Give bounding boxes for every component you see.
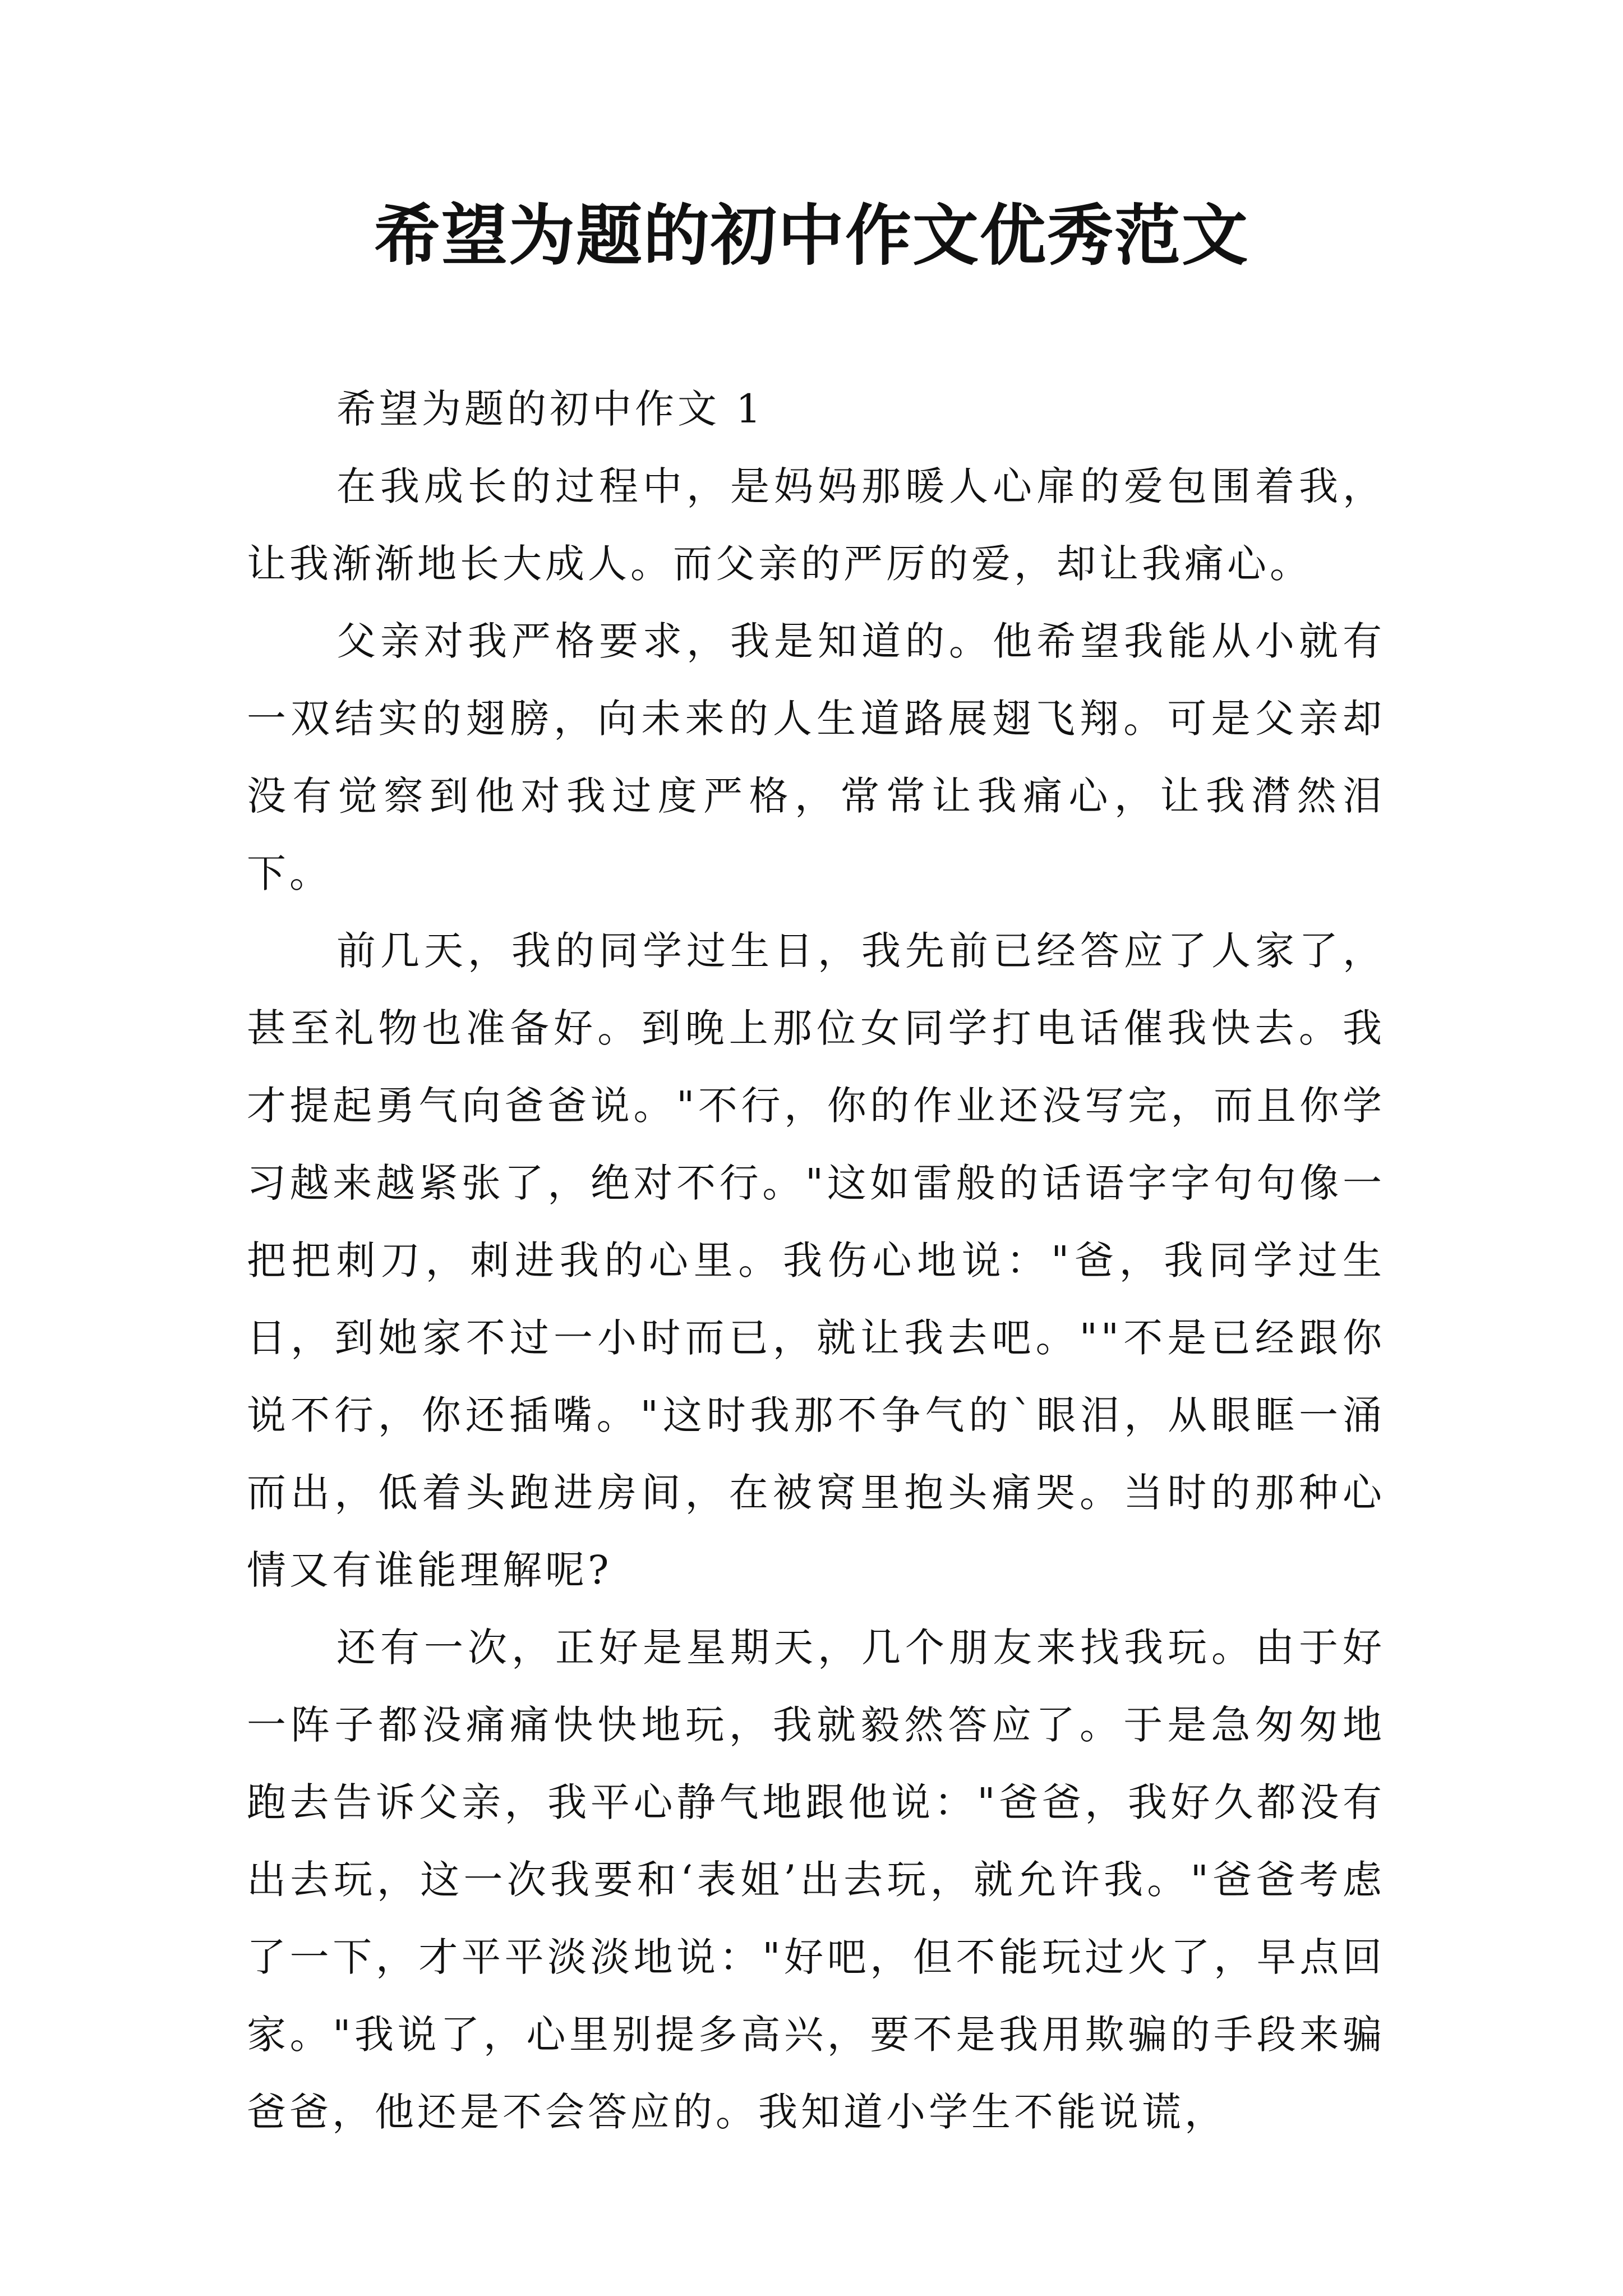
paragraph-1: 在我成长的过程中，是妈妈那暖人心扉的爱包围着我，让我渐渐地长大成人。而父亲的严厉的爱，却让我痛心。 [247, 463, 1385, 587]
section-heading: 希望为题的初中作文 1 [336, 386, 764, 432]
document-title: 希望为题的初中作文优秀范文 [374, 196, 1249, 274]
paragraph-4: 还有一次，正好是星期天，几个朋友来找我玩。由于好一阵子都没痛痛快快地玩，我就毅然答应了。于是急匆匆地跑去告诉父亲，我平心静气地跟他说："爸爸，我好久都没有出去玩，这一次我要和‘表姐’出去玩，就允许我。"爸爸考虑了一下，才平平淡淡地说："好吧，但不能玩过火了，早点回家。"我说了，心里别提多高兴，要不是我用欺骗的手段来骗爸爸，他还是不会答应的。我知道小学生不能说谎， [247, 1625, 1385, 2135]
paragraph-3: 前几天，我的同学过生日，我先前已经答应了人家了，甚至礼物也准备好。到晚上那位女同学打电话催我快去。我才提起勇气向爸爸说。"不行，你的作业还没写完，而且你学习越来越紧张了，绝对不行。"这如雷般的话语字字句句像一把把刺刀，刺进我的心里。我伤心地说："爸，我同学过生日，到她家不过一小时而已，就让我去吧。""不是已经跟你说不行，你还插嘴。"这时我那不争气的`眼泪，从眼眶一涌而出，低着头跑进房间，在被窝里抱头痛哭。当时的那种心情又有谁能理解呢? [247, 928, 1385, 1593]
document-body [247, 370, 1385, 2151]
paragraph-2: 父亲对我严格要求，我是知道的。他希望我能从小就有一双结实的翅膀，向未来的人生道路展翅飞翔。可是父亲却没有觉察到他对我过度严格，常常让我痛心，让我潸然泪下。 [247, 618, 1385, 896]
